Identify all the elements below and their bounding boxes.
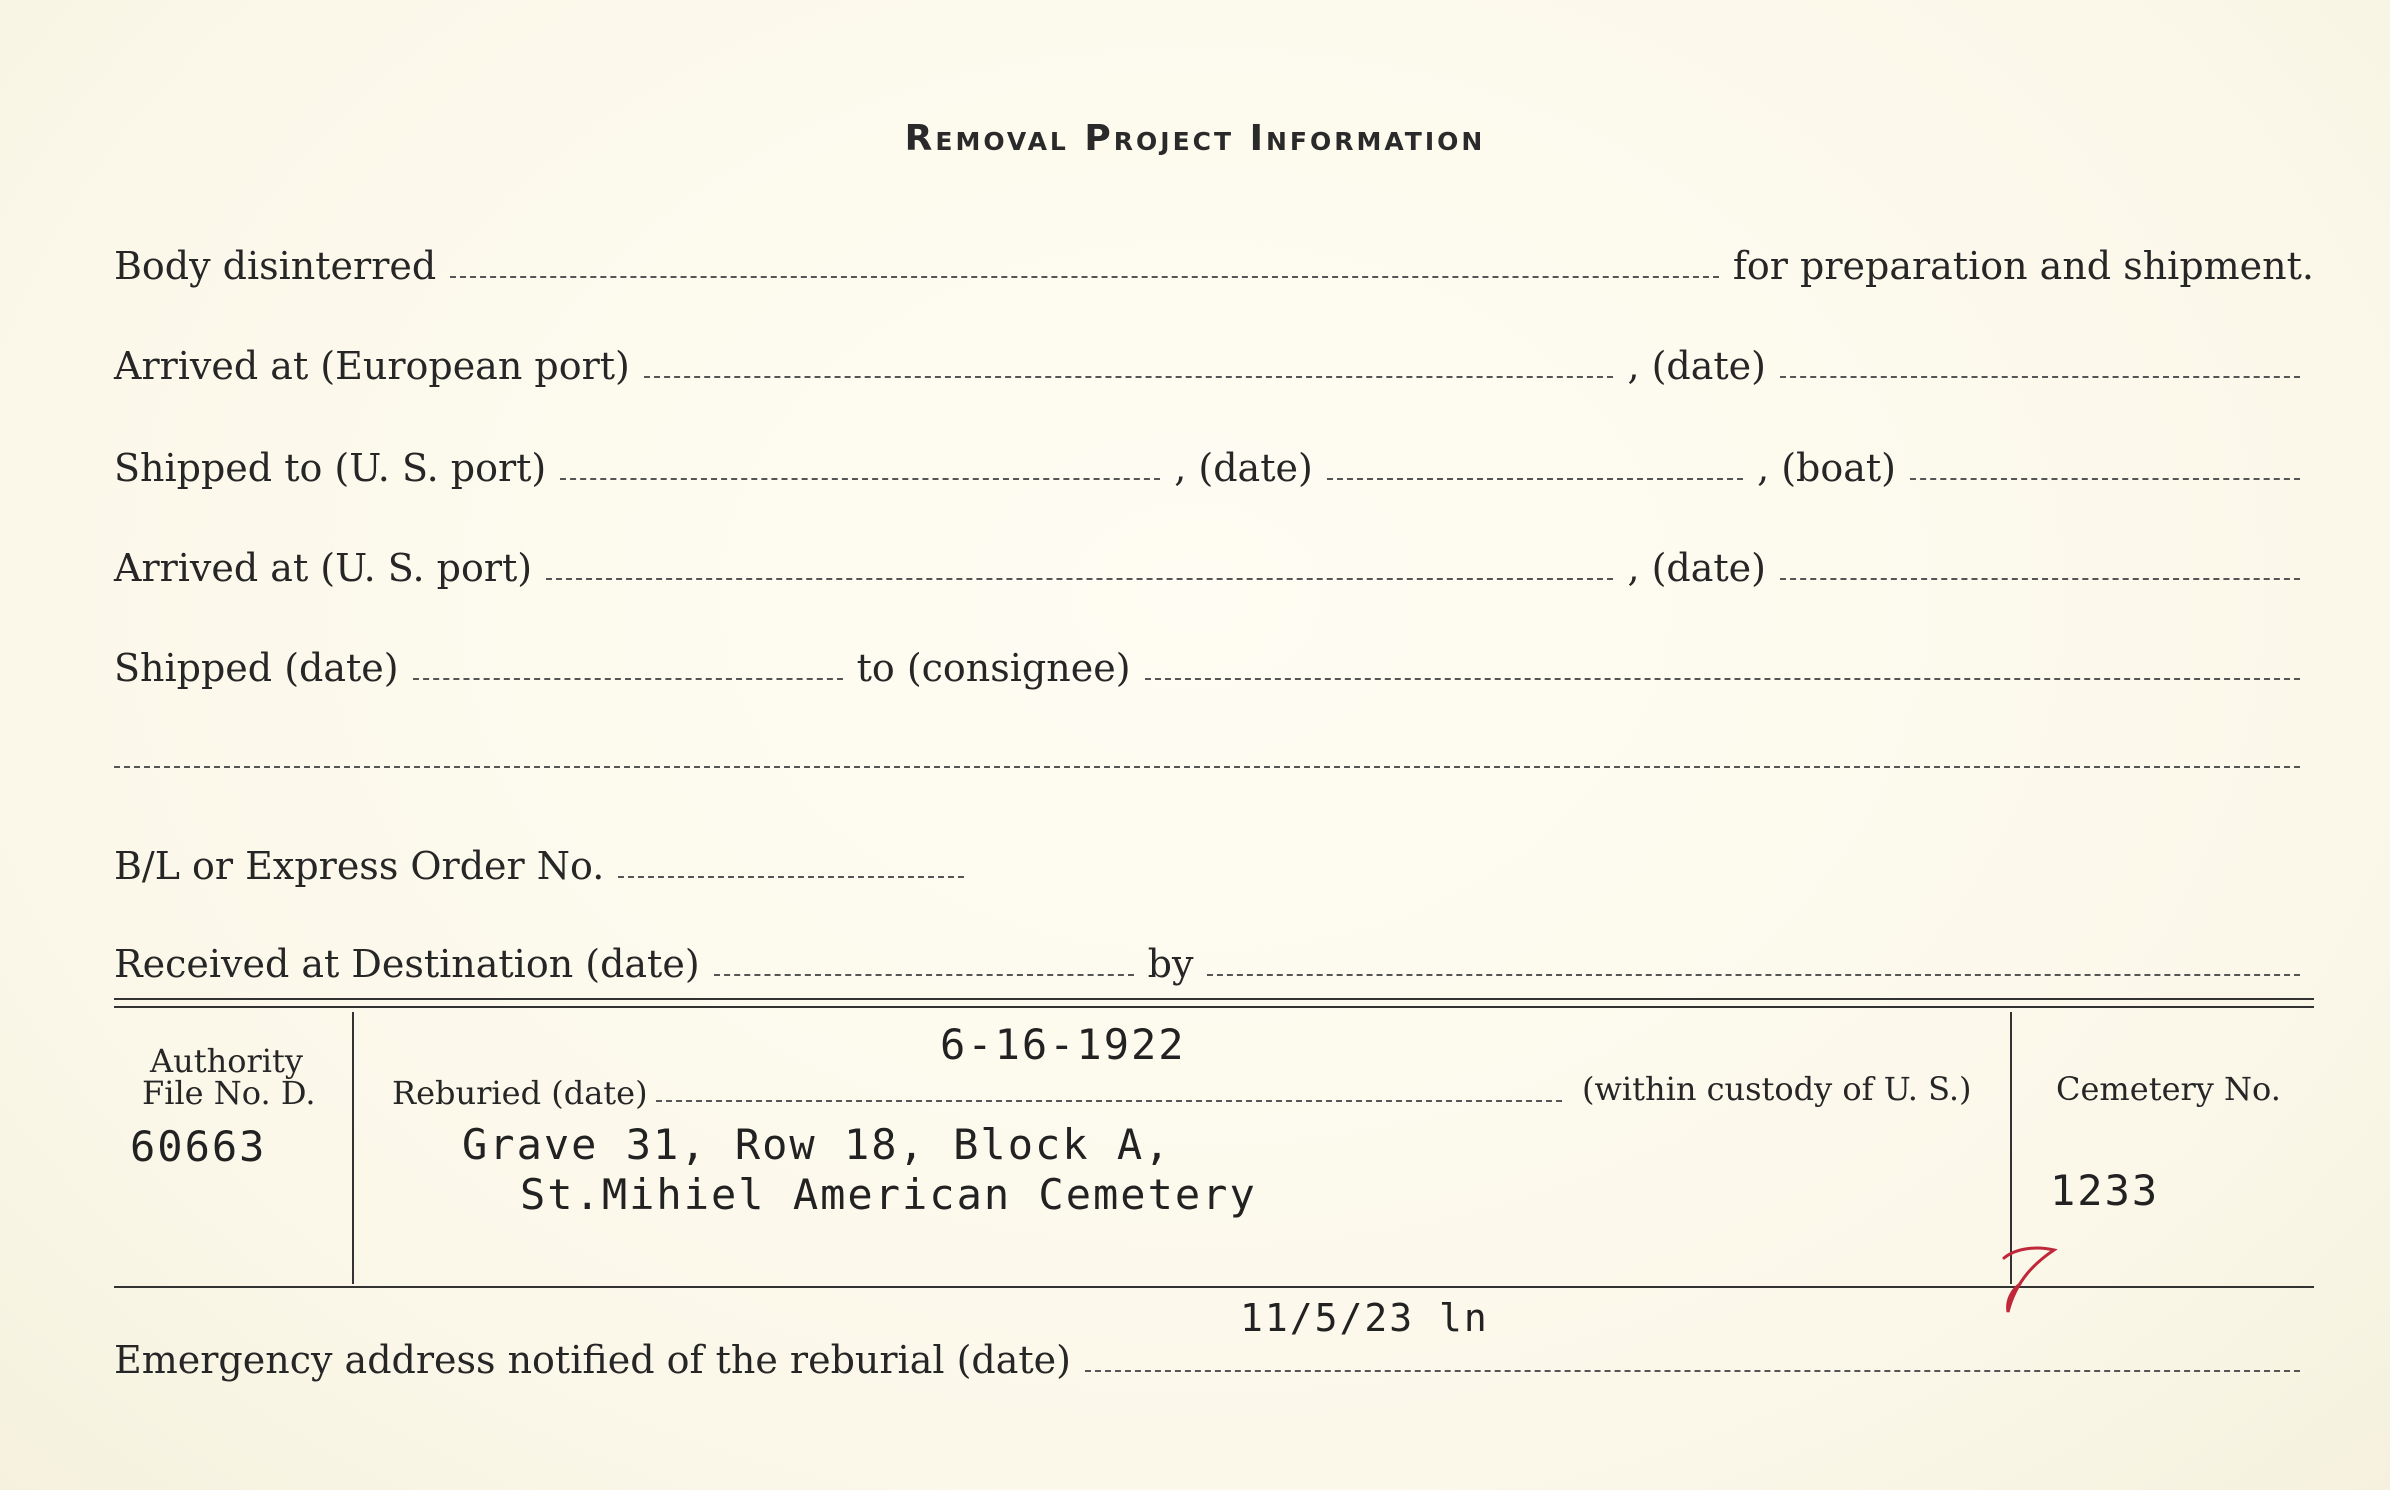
arrived-european-port-field[interactable] bbox=[644, 376, 1614, 378]
divider-bottom bbox=[114, 1286, 2314, 1288]
arrived-us-date-label: , (date) bbox=[1627, 546, 1766, 590]
arrived-european-label: Arrived at (European port) bbox=[114, 344, 630, 388]
arrived-european-date-field[interactable] bbox=[1780, 376, 2300, 378]
consignee-continued-field[interactable] bbox=[114, 766, 2300, 768]
reburied-label: Reburied (date) bbox=[392, 1074, 648, 1112]
received-date-field[interactable] bbox=[714, 974, 1134, 976]
emergency-date-field[interactable] bbox=[1085, 1370, 2300, 1372]
shipped-date-field[interactable] bbox=[413, 678, 843, 680]
row-body-disinterred bbox=[114, 236, 2314, 288]
received-by-label: by bbox=[1147, 942, 1194, 986]
red-pencil-mark-icon bbox=[1996, 1240, 2066, 1320]
emergency-date-value: 11/5/23 ln bbox=[1240, 1296, 1489, 1340]
row-emergency bbox=[114, 1330, 2314, 1382]
arrived-us-port-field[interactable] bbox=[546, 578, 1613, 580]
bl-order-field[interactable] bbox=[618, 876, 964, 878]
file-no-label: File No. D. bbox=[142, 1074, 316, 1112]
bl-order-label: B/L or Express Order No. bbox=[114, 844, 605, 888]
shipped-us-label: Shipped to (U. S. port) bbox=[114, 446, 547, 490]
consignee-label: to (consignee) bbox=[856, 646, 1131, 690]
reburied-date-field[interactable] bbox=[656, 1100, 1562, 1102]
arrived-us-date-field[interactable] bbox=[1780, 578, 2300, 580]
shipped-us-date-field[interactable] bbox=[1327, 478, 1743, 480]
row-shipped-us bbox=[114, 438, 2314, 490]
grave-location-line-2: St.Mihiel American Cemetery bbox=[520, 1170, 1257, 1219]
row-shipped-date bbox=[114, 638, 2314, 690]
card-title: Removal Project Information bbox=[904, 118, 1486, 159]
body-disinterred-suffix: for preparation and shipment. bbox=[1732, 244, 2314, 288]
arrived-european-date-label: , (date) bbox=[1627, 344, 1766, 388]
reburied-date-value: 6-16-1922 bbox=[940, 1020, 1186, 1069]
shipped-us-port-field[interactable] bbox=[560, 478, 1160, 480]
cemetery-number: 1233 bbox=[2050, 1166, 2160, 1215]
received-label: Received at Destination (date) bbox=[114, 942, 700, 986]
body-disinterred-label: Body disinterred bbox=[114, 244, 437, 288]
file-number: 60663 bbox=[130, 1122, 267, 1171]
shipped-us-boat-field[interactable] bbox=[1910, 478, 2300, 480]
row-consignee-continued bbox=[114, 726, 2314, 778]
grave-location-line-1: Grave 31, Row 18, Block A, bbox=[462, 1120, 1172, 1169]
shipped-date-label: Shipped (date) bbox=[114, 646, 399, 690]
received-by-field[interactable] bbox=[1207, 974, 2300, 976]
cemetery-no-label: Cemetery No. bbox=[2056, 1070, 2281, 1108]
arrived-us-label: Arrived at (U. S. port) bbox=[114, 546, 533, 590]
row-received bbox=[114, 934, 2314, 986]
shipped-us-boat-label: , (boat) bbox=[1757, 446, 1896, 490]
divider-left-column bbox=[352, 1012, 354, 1284]
row-arrived-us bbox=[114, 538, 2314, 590]
row-arrived-european bbox=[114, 336, 2314, 388]
authority-label: Authority bbox=[150, 1042, 303, 1080]
custody-label: (within custody of U. S.) bbox=[1582, 1070, 1972, 1108]
divider-top-1 bbox=[114, 998, 2314, 1000]
consignee-field[interactable] bbox=[1145, 678, 2300, 680]
body-disinterred-field[interactable] bbox=[450, 276, 1719, 278]
shipped-us-date-label: , (date) bbox=[1174, 446, 1313, 490]
row-bl-order bbox=[114, 836, 2314, 888]
divider-top-2 bbox=[114, 1006, 2314, 1008]
emergency-label: Emergency address notified of the reburial (date) bbox=[114, 1338, 1071, 1382]
